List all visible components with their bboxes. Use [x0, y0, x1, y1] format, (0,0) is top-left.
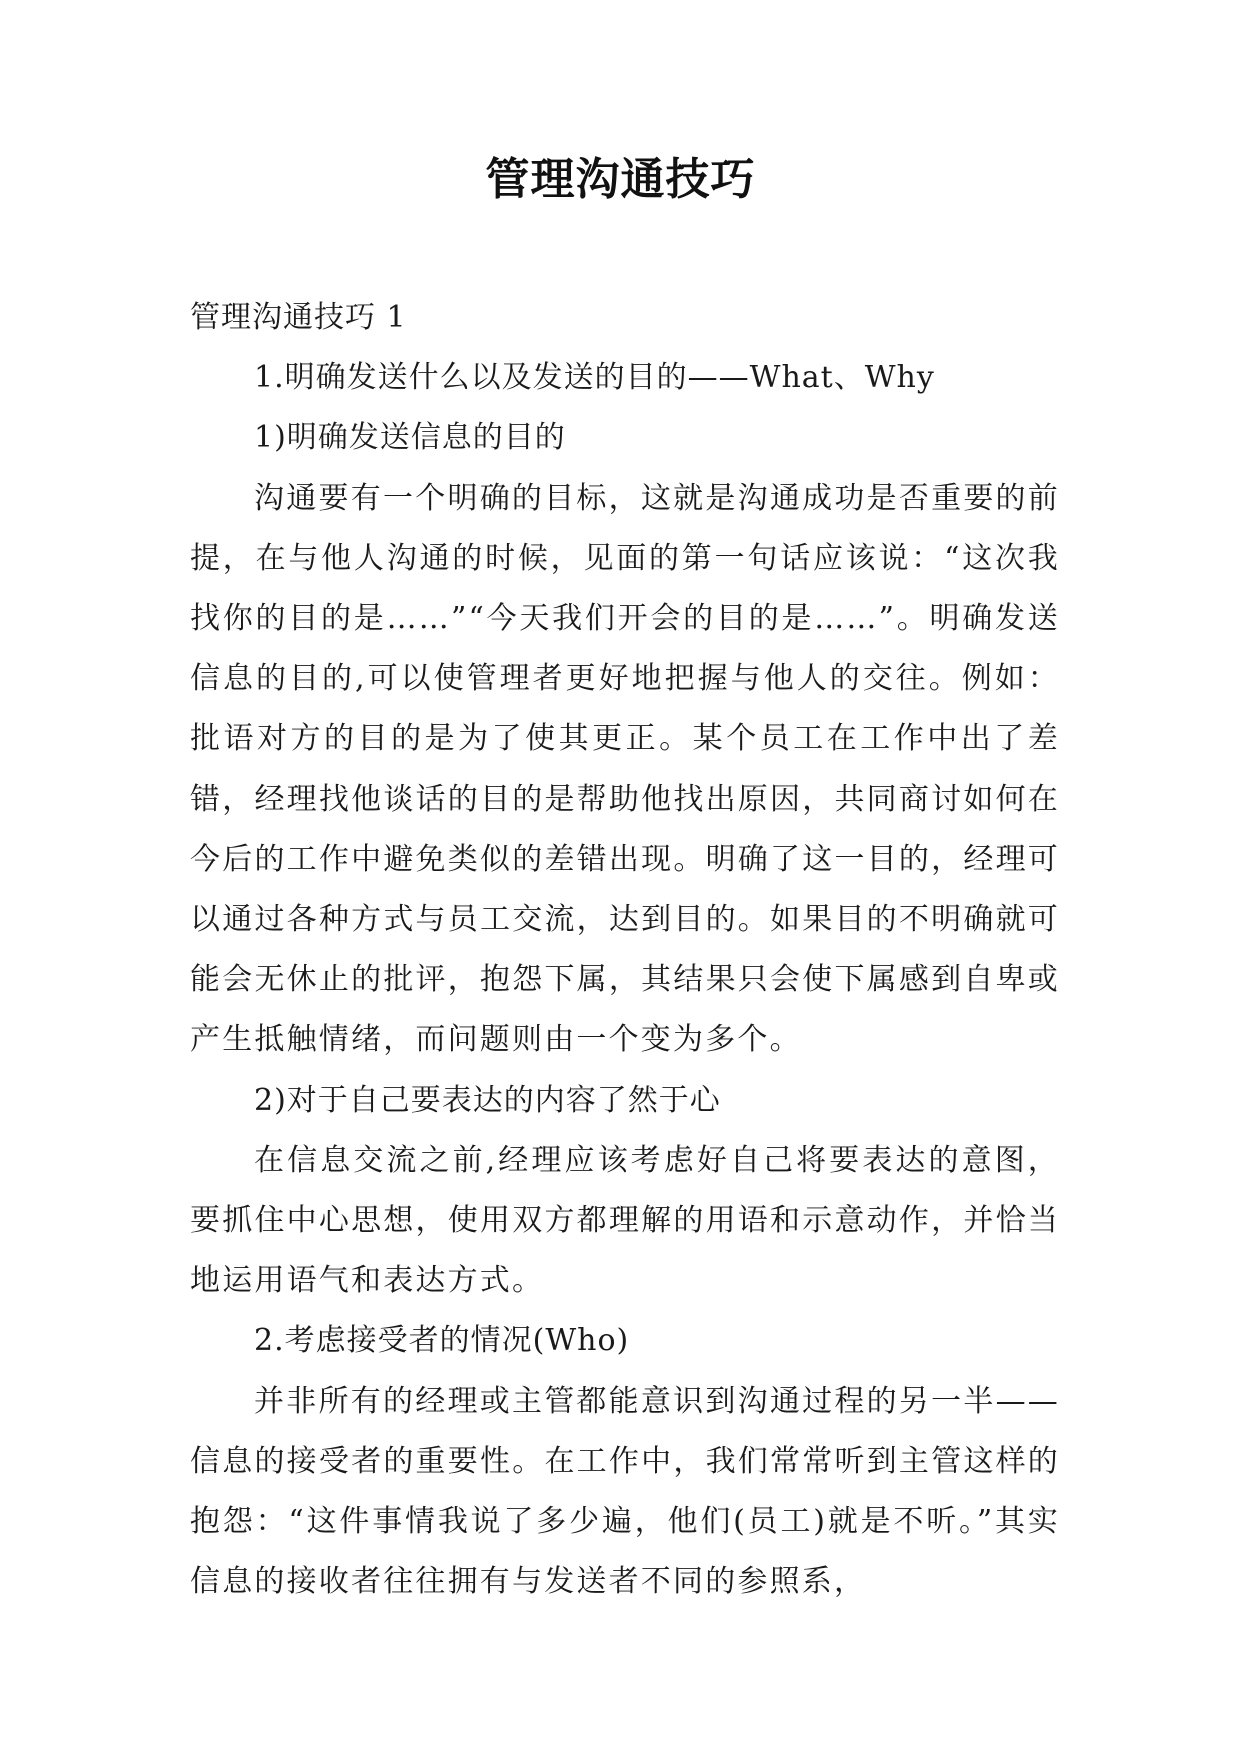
section-heading: 管理沟通技巧 1	[190, 300, 407, 335]
body-paragraph: 在信息交流之前,经理应该考虑好自己将要表达的意图，要抓住中心思想，使用双方都理解的用语和示意动作，并恰当地运用语气和表达方式。	[190, 1142, 1060, 1299]
point-heading: 2)对于自己要表达的内容了然于心	[254, 1082, 721, 1118]
body-paragraph: 并非所有的经理或主管都能意识到沟通过程的另一半——信息的接受者的重要性。在工作中，我们常常听到主管这样的抱怨：“这件事情我说了多少遍，他们(员工)就是不听。”其实信息的接收者往往拥有与发送者不同的参照系，	[190, 1383, 1060, 1600]
document-body	[190, 288, 1060, 1612]
subsection-heading: 1.明确发送什么以及发送的目的——What、Why	[254, 360, 935, 396]
subsection-heading: 2.考虑接受者的情况(Who)	[254, 1323, 630, 1359]
body-paragraph: 沟通要有一个明确的目标，这就是沟通成功是否重要的前提，在与他人沟通的时候，见面的第一句话应该说：“这次我找你的目的是……”“今天我们开会的目的是……”。明确发送信息的目的,可以使管理者更好地把握与他人的交往。例如：批语对方的目的是为了使其更正。某个员工在工作中出了差错，经理找他谈话的目的是帮助他找出原因，共同商讨如何在今后的工作中避免类似的差错出现。明确了这一目的，经理可以通过各种方式与员工交流，达到目的。如果目的不明确就可能会无休止的批评，抱怨下属，其结果只会使下属感到自卑或产生抵触情绪，而问题则由一个变为多个。	[190, 480, 1060, 1058]
document-title: 管理沟通技巧	[485, 154, 756, 205]
point-heading: 1)明确发送信息的目的	[254, 420, 566, 456]
